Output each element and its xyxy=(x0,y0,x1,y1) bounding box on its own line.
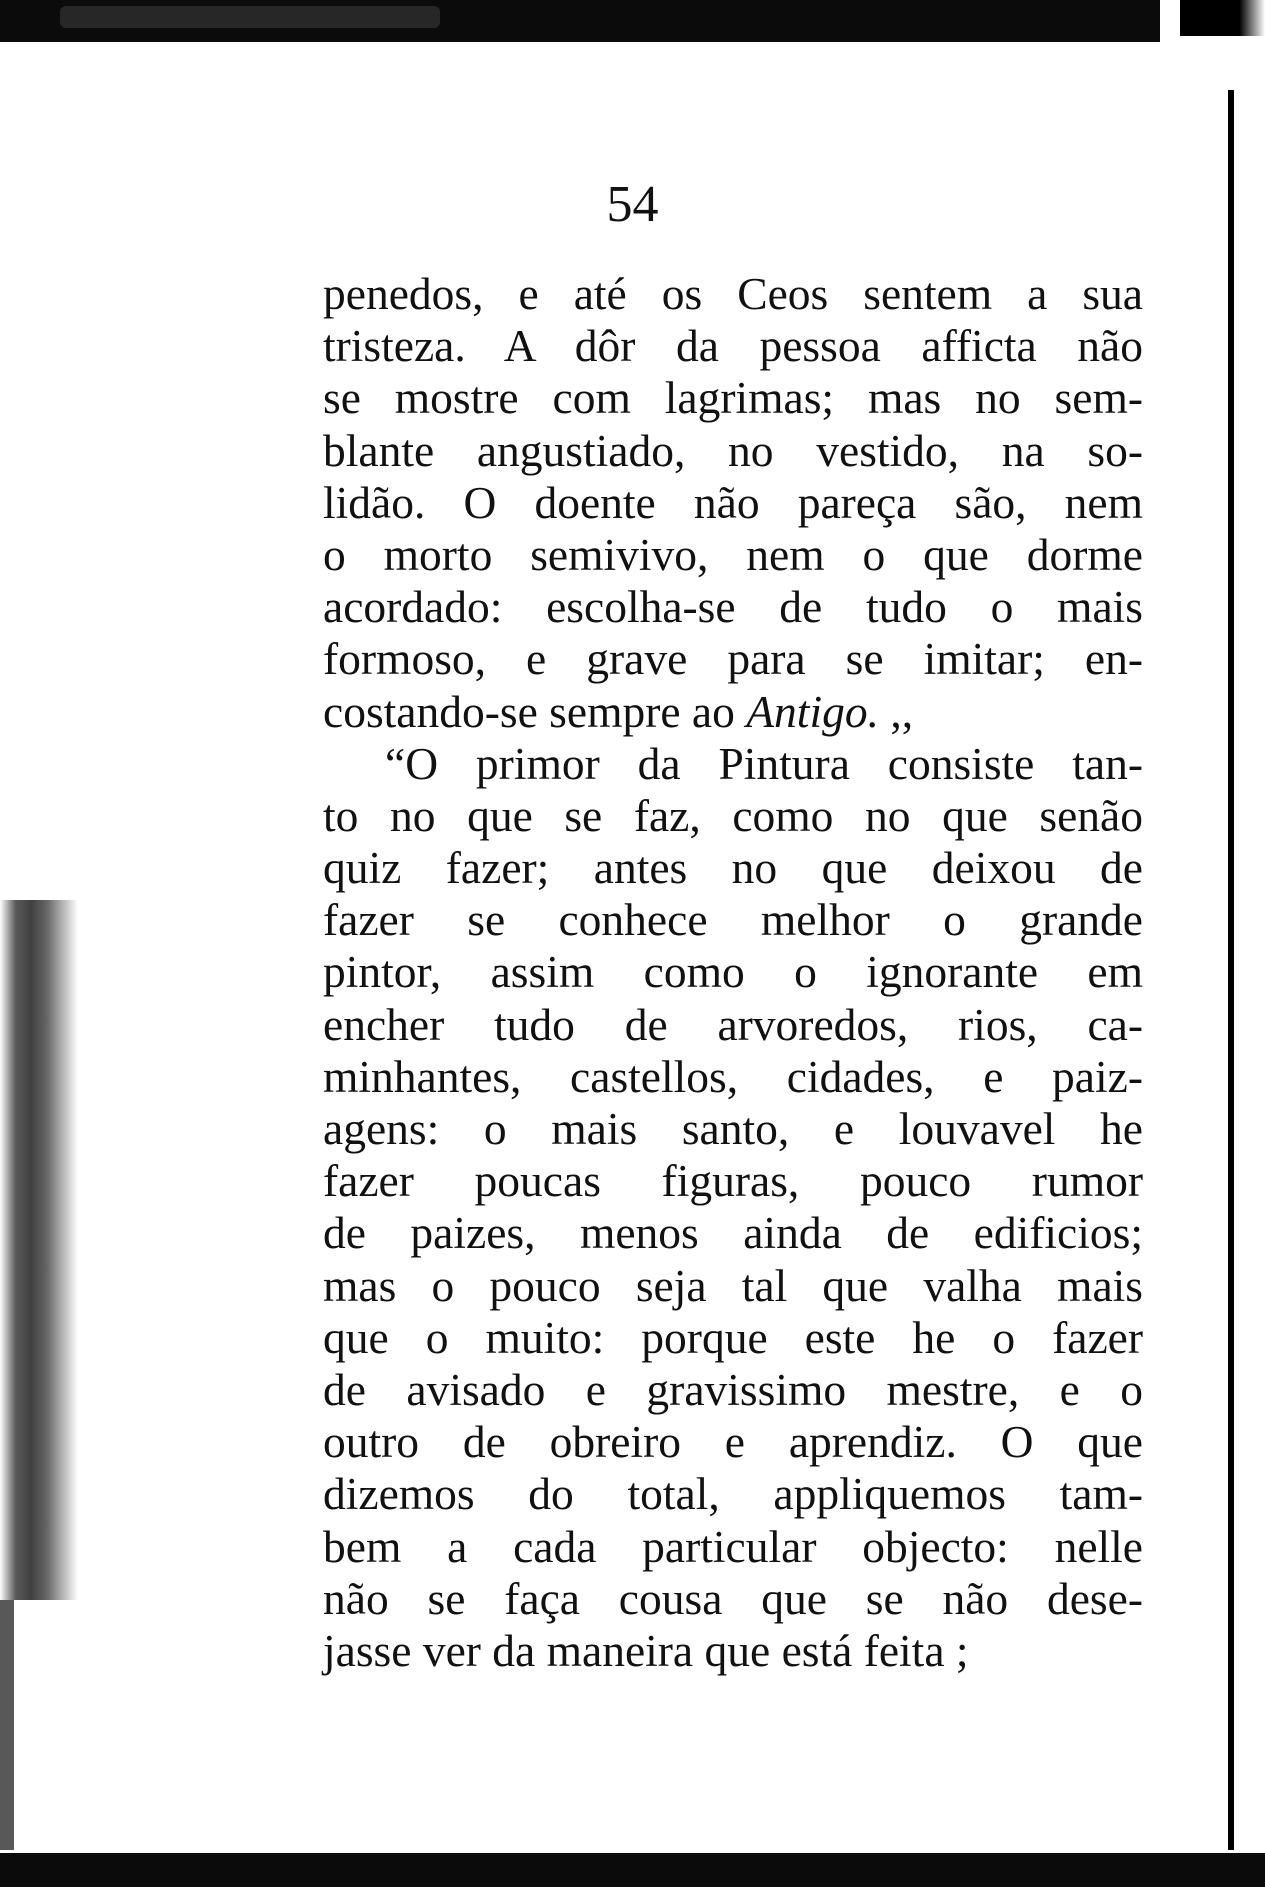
text-line-content: penedos, e até os Ceos sentem a sua xyxy=(323,268,1143,319)
text-line-content: to no que se faz, como no que senão xyxy=(323,789,1143,841)
text-line-content: dizemos do total, appliquemos tam- xyxy=(323,1468,1143,1520)
text-line xyxy=(323,790,1143,842)
text-line xyxy=(323,1364,1143,1416)
text-line xyxy=(323,320,1143,372)
text-line xyxy=(323,842,1143,894)
text-line-content: de avisado e gravissimo mestre, e o xyxy=(323,1363,1143,1415)
scan-top-edge xyxy=(0,0,1160,42)
scan-top-right-edge xyxy=(1180,0,1265,36)
text-line-content: pintor, assim como o ignorante em xyxy=(323,946,1143,998)
text-line xyxy=(323,686,1143,738)
text-line-content: quiz fazer; antes no que deixou de xyxy=(323,842,1143,894)
text-line-content: agens: o mais santo, e louvavel he xyxy=(323,1103,1143,1154)
text-line xyxy=(323,268,1143,320)
text-line-content: encher tudo de arvoredos, rios, ca- xyxy=(323,998,1143,1050)
text-line-content: fazer se conhece melhor o grande xyxy=(323,894,1143,946)
closing-quote: ,, xyxy=(878,685,914,737)
text-line xyxy=(323,946,1143,998)
text-line xyxy=(323,738,1143,790)
text-line-content: outro de obreiro e aprendiz. O que xyxy=(323,1416,1143,1468)
text-line-content: formoso, e grave para se imitar; en- xyxy=(323,633,1143,685)
scan-left-edge xyxy=(0,900,78,1600)
text-line-content: não se faça cousa que se não dese- xyxy=(323,1572,1143,1624)
text-line xyxy=(323,1207,1143,1259)
text-line-content: tristeza. A dôr da pessoa afficta não xyxy=(323,320,1143,372)
text-line-content: se mostre com lagrimas; mas no sem- xyxy=(323,372,1143,424)
scan-bottom-edge xyxy=(0,1853,1265,1887)
text-line-content: jasse ver da maneira que está feita ; xyxy=(323,1624,969,1676)
text-line xyxy=(323,999,1143,1051)
text-line xyxy=(323,894,1143,946)
scan-right-edge xyxy=(1228,90,1234,1850)
text-line xyxy=(323,1521,1143,1573)
text-line-content: acordado: escolha-se de tudo o mais xyxy=(323,581,1143,633)
text-line-content: costando-se sempre ao xyxy=(323,685,747,737)
text-line xyxy=(323,477,1143,529)
text-line-content: blante angustiado, no vestido, na so- xyxy=(323,424,1143,476)
text-line-content: lidão. O doente não pareça são, nem xyxy=(323,476,1143,528)
text-line xyxy=(323,1051,1143,1103)
text-line xyxy=(323,1260,1143,1312)
text-line-content: bem a cada particular objecto: nelle xyxy=(323,1520,1143,1572)
scan-left-edge-lower xyxy=(0,1600,14,1850)
text-line xyxy=(323,1468,1143,1520)
text-line-content: que o muito: porque este he o fazer xyxy=(323,1311,1143,1363)
text-line xyxy=(323,1155,1143,1207)
text-line xyxy=(323,425,1143,477)
text-line-content: “O primor da Pintura consiste tan- xyxy=(385,737,1143,789)
text-line-content: minhantes, castellos, cidades, e paiz- xyxy=(323,1050,1143,1102)
text-line-content: mas o pouco seja tal que valha mais xyxy=(323,1259,1143,1311)
text-line xyxy=(323,1573,1143,1625)
body-text xyxy=(323,268,1143,1677)
text-line xyxy=(323,1416,1143,1468)
text-line xyxy=(323,633,1143,685)
text-line-content: fazer poucas figuras, pouco rumor xyxy=(323,1155,1143,1207)
text-line xyxy=(323,1103,1143,1155)
text-line-content: o morto semivivo, nem o que dorme xyxy=(323,528,1143,580)
page-number: 54 xyxy=(606,176,659,233)
text-line xyxy=(323,529,1143,581)
italic-word: Antigo. xyxy=(746,685,879,737)
text-line xyxy=(323,581,1143,633)
text-line xyxy=(323,372,1143,424)
text-line-content: de paizes, menos ainda de edificios; xyxy=(323,1207,1143,1259)
text-line xyxy=(323,1625,1143,1677)
text-line xyxy=(323,1312,1143,1364)
